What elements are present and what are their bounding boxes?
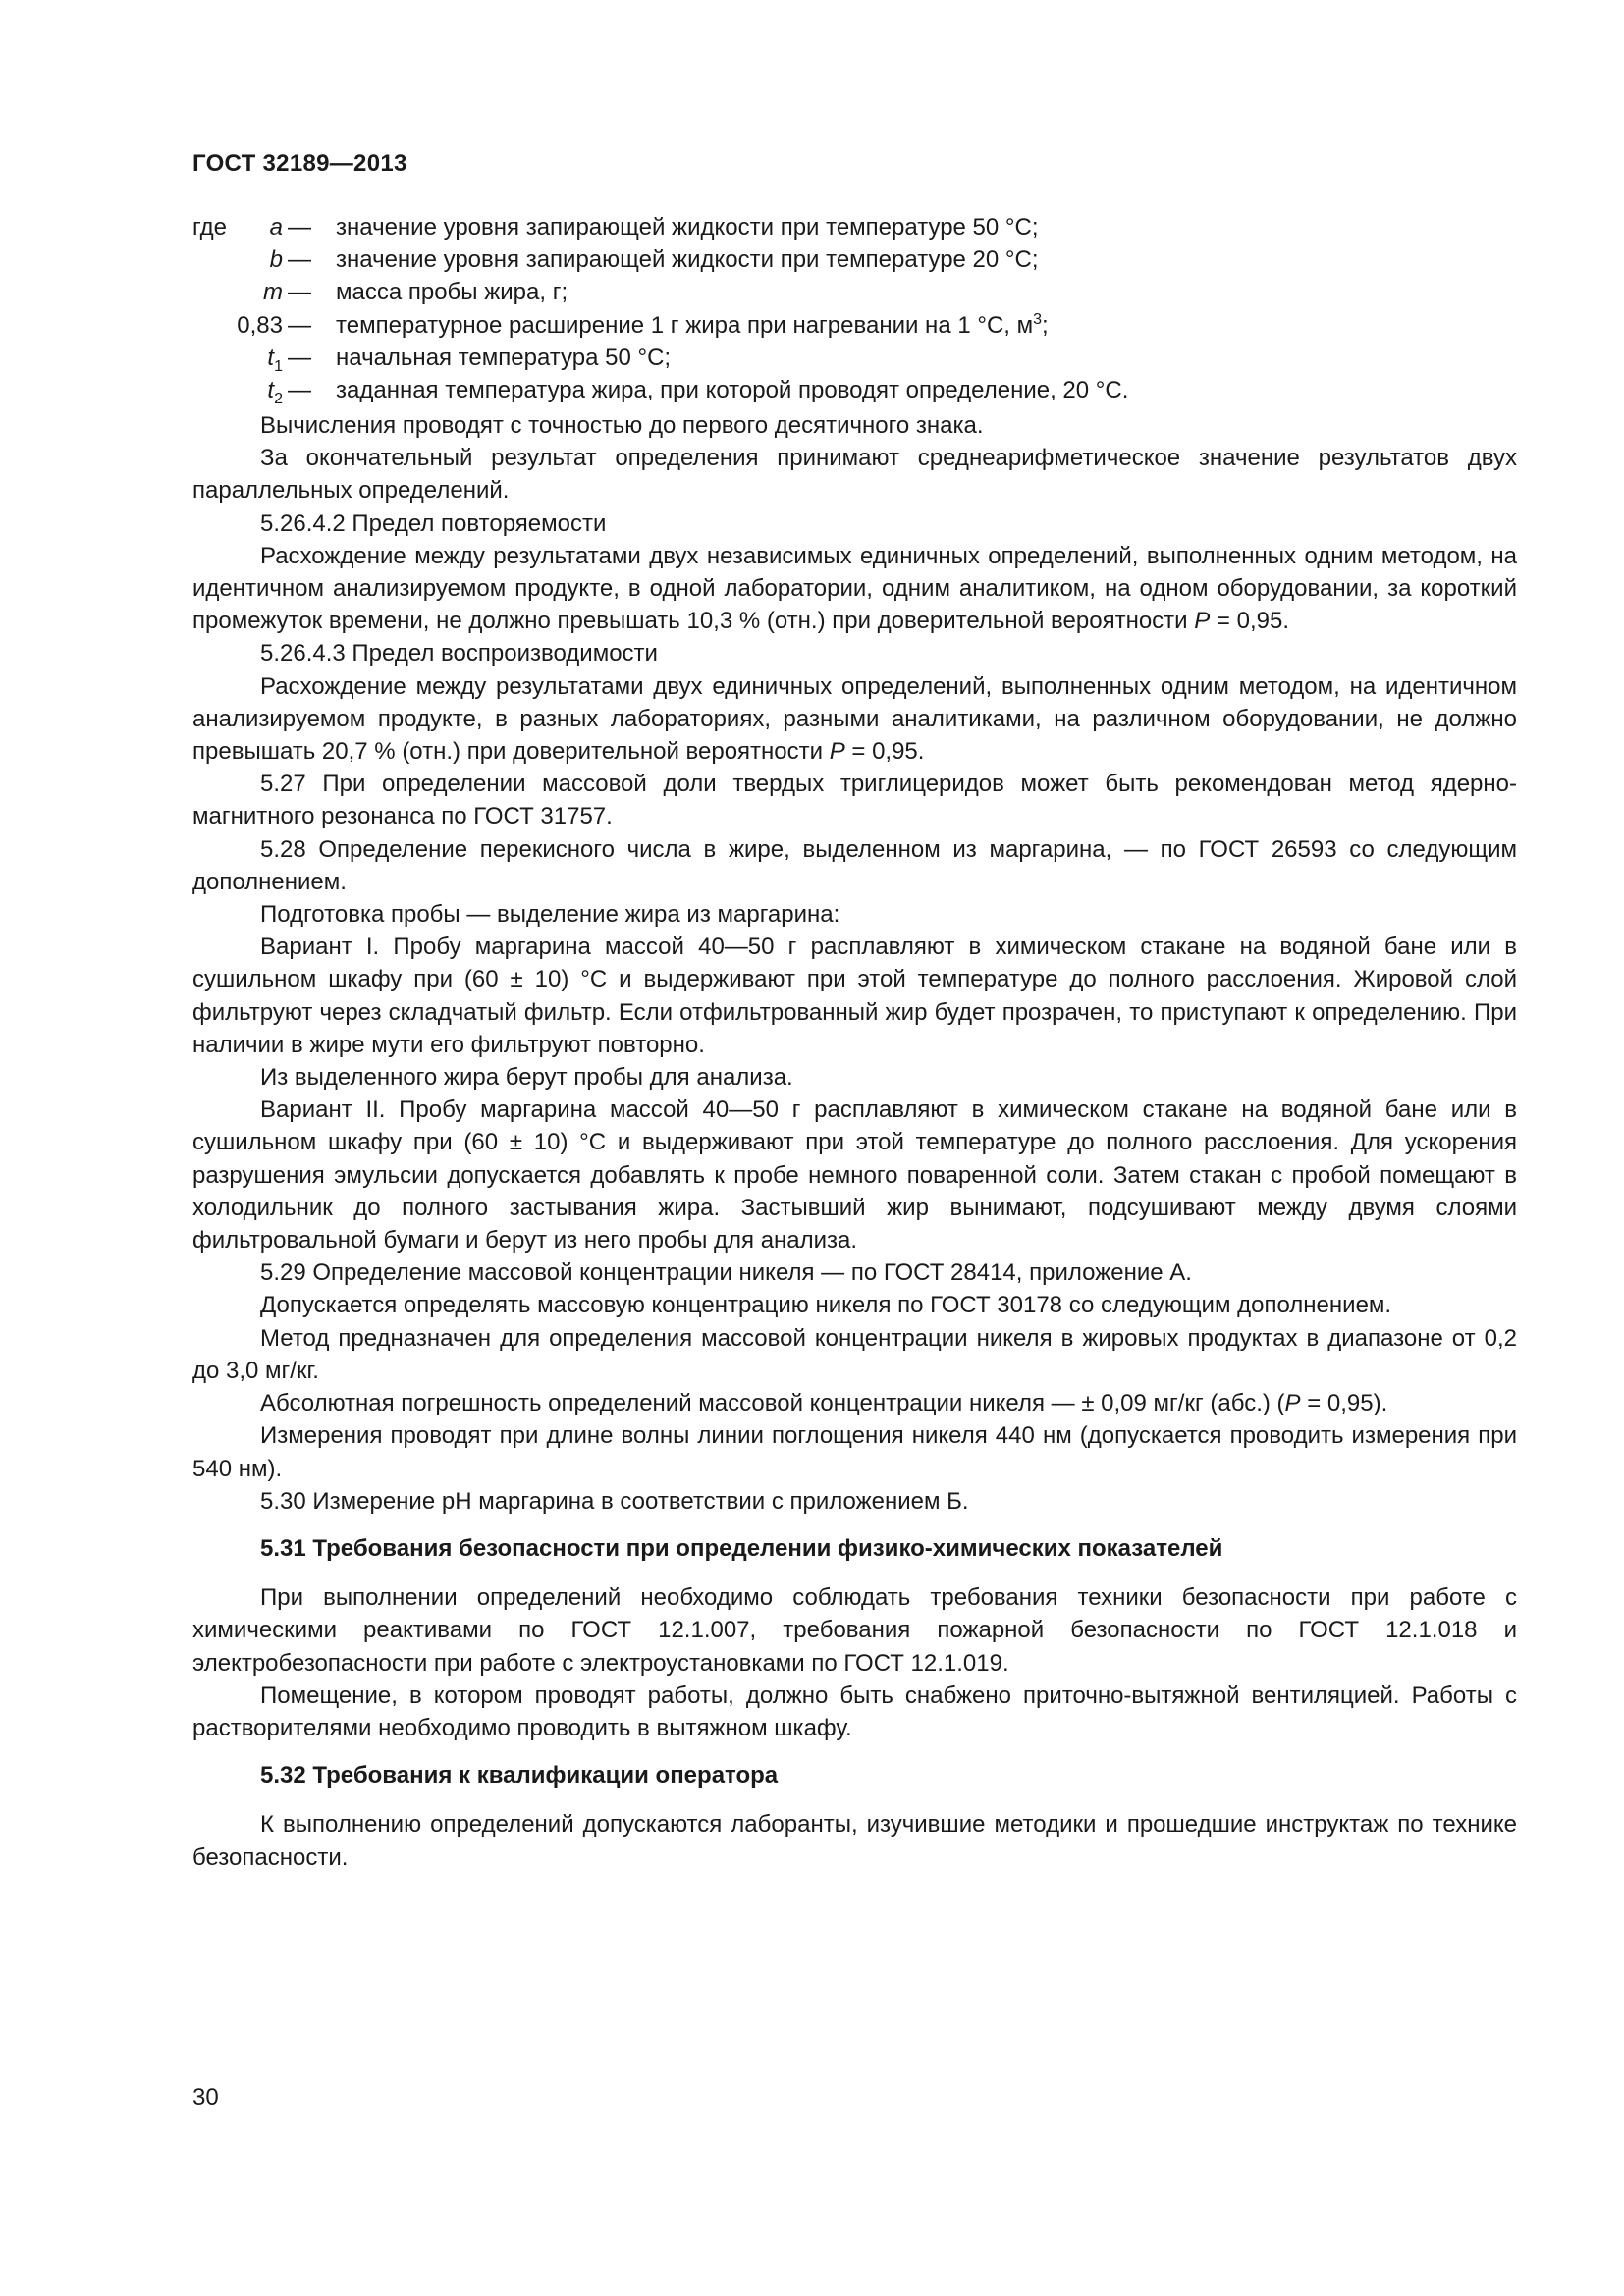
where-dash: — (288, 376, 311, 403)
paragraph: Помещение, в котором проводят работы, должно быть снабжено приточно-вытяжной вентиляцией. Работы с растворителями необходимо проводить в вытяжном шкафу. (192, 1682, 1517, 1741)
where-symbol: $t_2$ (267, 376, 283, 407)
where-text: начальная температура 50 °С; (336, 344, 672, 371)
paragraph: 5.28 Определение перекисного числа в жире, выделенном из маргарина, — по ГОСТ 26593 со следующим дополнением. (192, 835, 1517, 895)
paragraph: Расхождение между результатами двух независимых единичных определений, выполненных одним методом, на идентичном анализируемом продукте, в одной лаборатории, одним аналитиком, на одном оборудовании, за короткий промежуток времени, не должно превышать 10,3 % (отн.) при доверительной вероятности P = 0,95. (192, 542, 1517, 635)
paragraph: 5.27 При определении массовой доли твердых триглицеридов может быть рекомендован метод ядерно-магнитного резонанса по ГОСТ 31757. (192, 771, 1517, 830)
paragraph: Подготовка пробы — выделение жира из маргарина: (260, 901, 840, 929)
where-lead: где (192, 214, 228, 240)
page-number: 30 (192, 2084, 219, 2110)
where-dash: — (288, 246, 311, 274)
where-text: значение уровня запирающей жидкости при температуре 20 °С; (336, 246, 1039, 274)
paragraph: Допускается определять массовую концентрацию никеля по ГОСТ 30178 со следующим дополнением. (260, 1292, 1392, 1319)
paragraph: Абсолютная погрешность определений массовой концентрации никеля — ± 0,09 мг/кг (абс.) (P = 0,95). (260, 1390, 1388, 1417)
paragraph: Расхождение между результатами двух единичных определений, выполненных одним методом, на идентичном анализируемом продукте, в разных лабораториях, разными аналитиками, на различном оборудовании, не должно превышать 20,7 % (отн.) при доверительной вероятности P = 0,95. (192, 672, 1517, 766)
paragraph: 5.29 Определение массовой концентрации никеля — по ГОСТ 28414, приложение А. (260, 1259, 1192, 1287)
where-dash: — (288, 344, 311, 371)
clause-title: 5.26.4.3 Предел воспроизводимости (260, 640, 658, 667)
where-symbol: $t_1$ (267, 344, 283, 375)
paragraph: Вариант II. Пробу маргарина массой 40—50 г расплавляют в химическом стакане на водяной бане или в сушильном шкафу при (60 ± 10) °С и выдерживают при этой температуре до полного расслоения. Для ускорения разрушения эмульсии допускается добавлять к пробе немного поваренной соли. Затем стакан с пробой помещают в холодильник до полного застывания жира. Застывший жир вынимают, подсушивают между двумя слоями фильтровальной бумаги и берут из него пробы для анализа. (192, 1096, 1517, 1255)
where-row (192, 309, 1518, 342)
where-row (192, 374, 1518, 406)
where-list (192, 211, 1518, 406)
where-text: температурное расширение 1 г жира при нагревании на 1 °С, $м^3$; (336, 310, 1049, 339)
where-dash: — (288, 214, 311, 240)
paragraph: Вычисления проводят с точностью до первого десятичного знака. (260, 412, 984, 439)
paragraph: За окончательный результат определения принимают среднеарифметическое значение результатов двух параллельных определений. (192, 445, 1517, 505)
paragraph: Из выделенного жира берут пробы для анализа. (260, 1064, 793, 1092)
where-symbol: a (269, 214, 283, 240)
paragraph: Вариант I. Пробу маргарина массой 40—50 г расплавляют в химическом стакане на водяной бане или в сушильном шкафу при (60 ± 10) °С и выдерживают при этой температуре до полного расслоения. Жировой слой фильтруют через складчатый фильтр. Если отфильтрованный жир будет прозрачен, то приступают к определению. При наличии в жире мути его фильтруют повторно. (192, 934, 1517, 1058)
where-row (192, 243, 1518, 276)
document-header: ГОСТ 32189—2013 (192, 150, 407, 177)
clause-title: 5.26.4.2 Предел повторяемости (260, 509, 607, 537)
where-symbol: b (269, 246, 283, 274)
where-row (192, 276, 1518, 308)
where-text: заданная температура жира, при которой проводят определение, 20 °С. (336, 376, 1129, 403)
paragraph: Измерения проводят при длине волны линии поглощения никеля 440 нм (допускается проводить измерения при 540 нм). (192, 1422, 1517, 1482)
document-body (192, 409, 1517, 1874)
paragraph: При выполнении определений необходимо соблюдать требования техники безопасности при работе с химическими реактивами по ГОСТ 12.1.007, требования пожарной безопасности по ГОСТ 12.1.018 и электробезопасности при работе с электроустановками по ГОСТ 12.1.019. (192, 1584, 1517, 1677)
section-heading-5-31: 5.31 Требования безопасности при определении физико-химических показателей (260, 1534, 1223, 1562)
where-symbol: m (263, 279, 283, 306)
paragraph: 5.30 Измерение pH маргарина в соответствии с приложением Б. (260, 1487, 969, 1515)
where-symbol: 0,83 (237, 311, 283, 339)
where-row (192, 342, 1518, 374)
section-heading-5-32: 5.32 Требования к квалификации оператора (260, 1762, 779, 1789)
paragraph: К выполнению определений допускаются лаборанты, изучившие методики и прошедшие инструктаж по технике безопасности. (192, 1811, 1517, 1871)
where-text: значение уровня запирающей жидкости при температуре 50 °С; (336, 214, 1039, 240)
where-text: масса пробы жира, г; (336, 279, 568, 306)
paragraph: Метод предназначен для определения массовой концентрации никеля в жировых продуктах в диапазоне от 0,2 до 3,0 мг/кг. (192, 1324, 1517, 1384)
where-row (192, 211, 1518, 243)
where-dash: — (288, 279, 311, 306)
where-dash: — (288, 311, 311, 339)
